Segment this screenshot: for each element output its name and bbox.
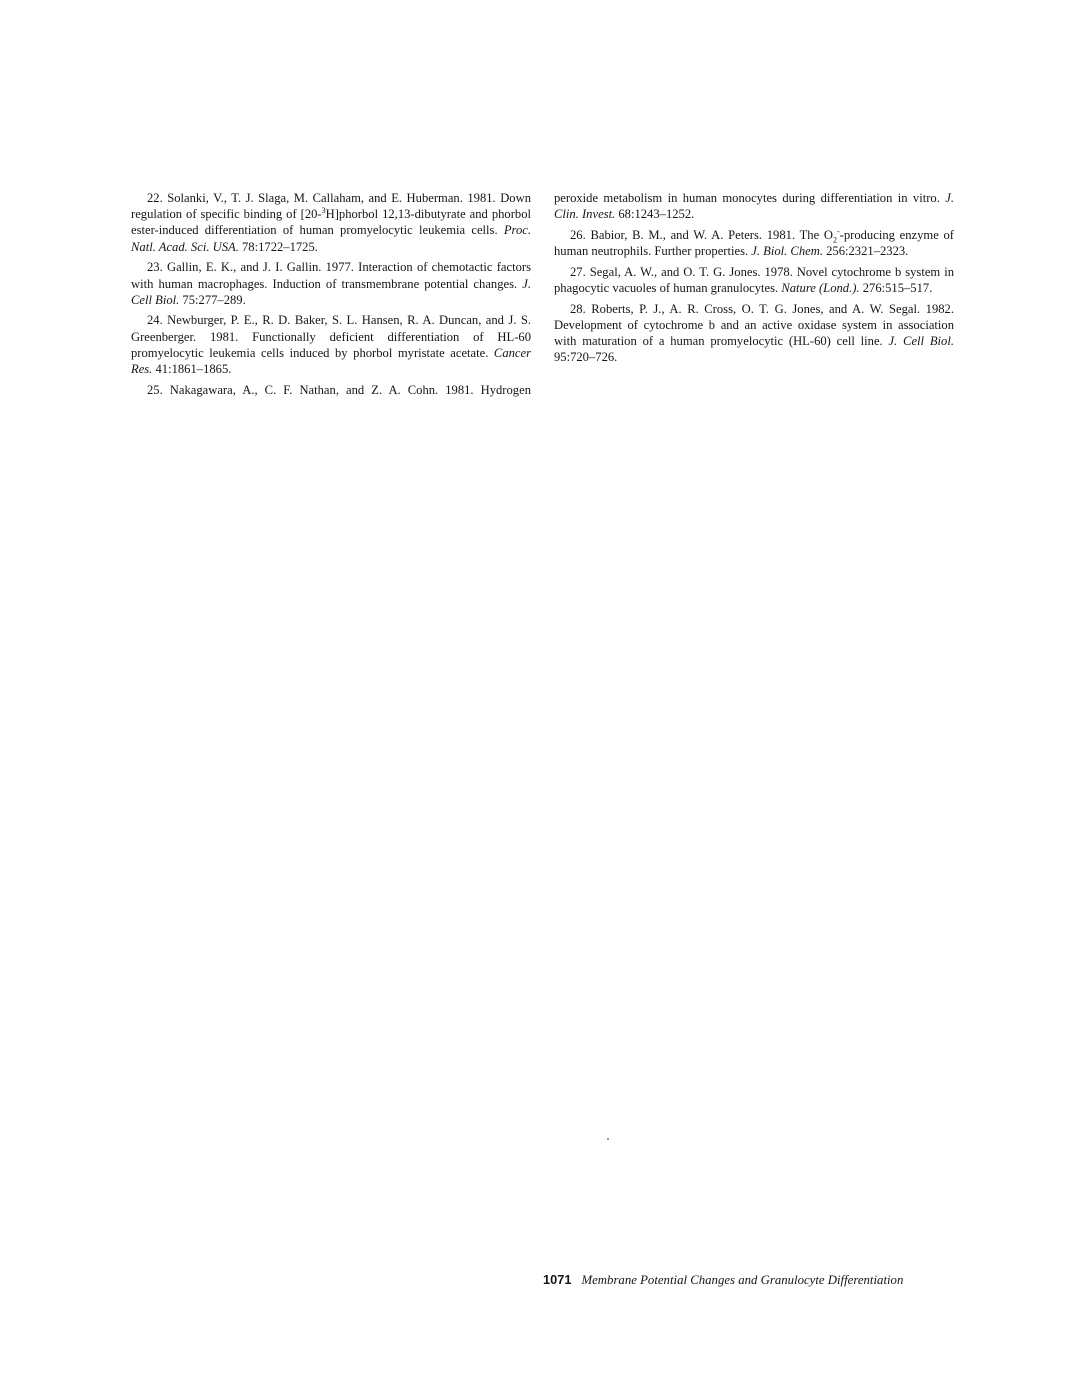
page-number: 1071 xyxy=(543,1272,572,1287)
references-right-column xyxy=(554,190,954,370)
reference-25-continued: peroxide metabolism in human monocytes during differentiation in vitro. J. Clin. Invest. 68:1243–1252. xyxy=(554,191,954,222)
reference-24: 24. Newburger, P. E., R. D. Baker, S. L. Hansen, R. A. Duncan, and J. S. Greenberger. 1981. Functionally deficient differentiation of HL-60 promyelocytic leukemia cells induced by phorbol myristate acetate. Cancer Res. 41:1861–1865. xyxy=(131,313,531,377)
reference-27: 27. Segal, A. W., and O. T. G. Jones. 1978. Novel cytochrome b system in phagocytic vacuoles of human granulocytes. Nature (Lond.). 276:515–517. xyxy=(554,264,954,296)
references-left-column xyxy=(131,190,531,402)
reference-26: 26. Babior, B. M., and W. A. Peters. 1981. The $O_2^-$-producing enzyme of human neutrophils. Further properties. J. Biol. Chem. 256:2321–2323. xyxy=(554,226,954,259)
page-footer xyxy=(543,1272,963,1288)
reference-22: 22. Solanki, V., T. J. Slaga, M. Callaham, and E. Huberman. 1981. Down regulation of specific binding of [20-$^3$H]phorbol 12,13-dibutyrate and phorbol ester-induced differentiation of human promyelocytic leukemia cells. Proc. Natl. Acad. Sci. USA. 78:1722–1725. xyxy=(131,191,532,254)
running-title: Membrane Potential Changes and Granulocyte Differentiation xyxy=(581,1273,904,1287)
reference-25: 25. Nakagawara, A., C. F. Nathan, and Z. A. Cohn. 1981. Hydrogen xyxy=(147,382,531,397)
reference-28: 28. Roberts, P. J., A. R. Cross, O. T. G. Jones, and A. W. Segal. 1982. Development of cytochrome b and an active oxidase system in association with maturation of a human promyelocytic (HL-60) cell line. J. Cell Biol. 95:720–726. xyxy=(554,301,954,365)
stray-mark xyxy=(607,1138,609,1140)
reference-23: 23. Gallin, E. K., and J. I. Gallin. 1977. Interaction of chemotactic factors with human macrophages. Induction of transmembrane potential changes. J. Cell Biol. 75:277–289. xyxy=(131,260,531,307)
